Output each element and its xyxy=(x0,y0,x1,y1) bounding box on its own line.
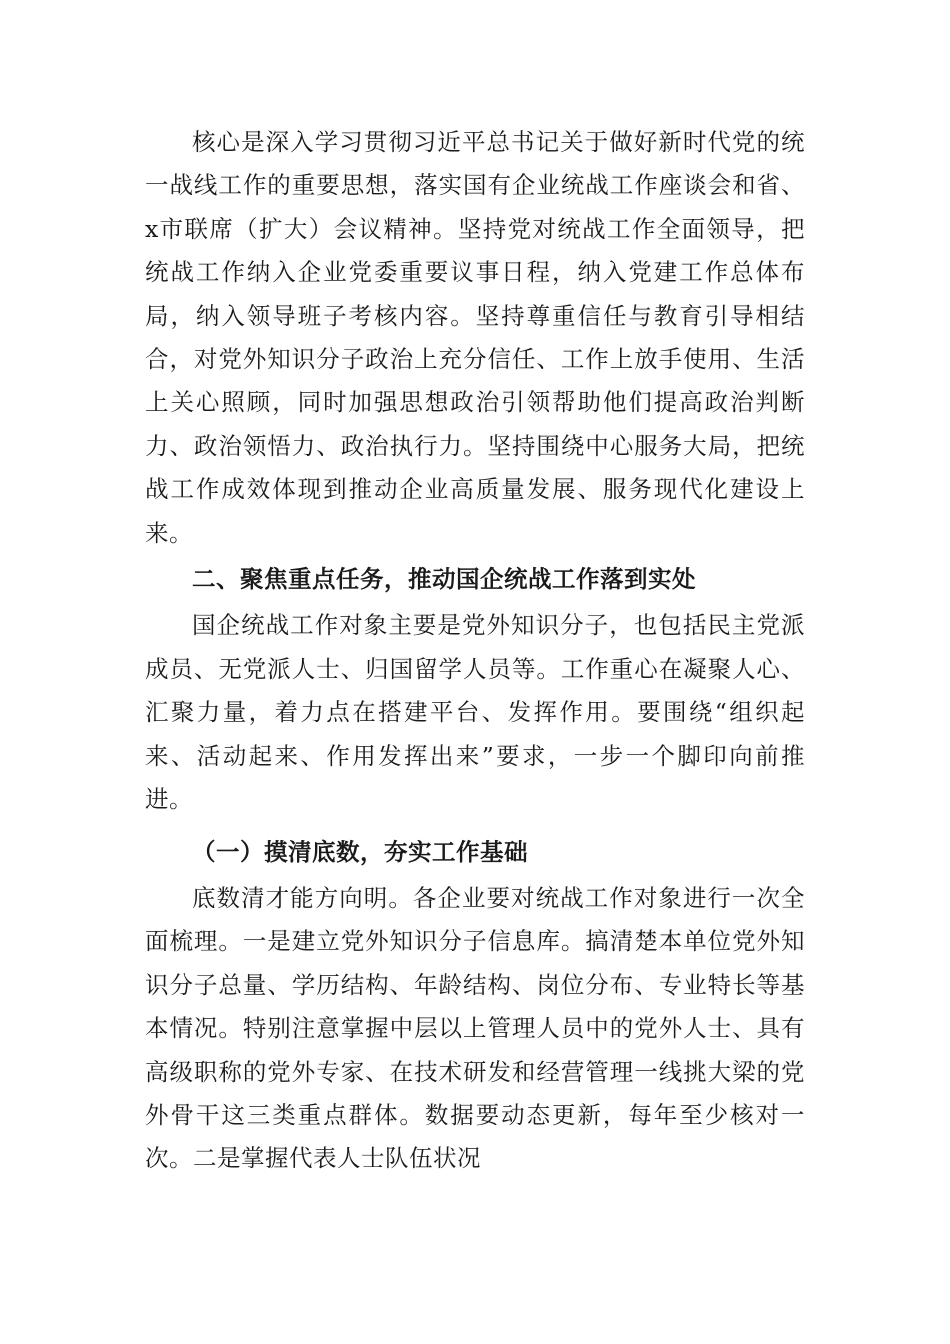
document-body xyxy=(145,121,805,1181)
subsection-heading-1: （一）摸清底数，夯实工作基础 xyxy=(192,837,528,866)
section-heading-2: 二、聚焦重点任务，推动国企统战工作落到实处 xyxy=(192,565,696,594)
body-paragraph-3: 底数清才能方向明。各企业要对统战工作对象进行一次全面梳理。一是建立党外知识分子信息库。搞清楚本单位党外知识分子总量、学历结构、年龄结构、岗位分布、专业特长等基本情况。特别注意掌握中层以上管理人员中的党外人士、具有高级职称的党外专家、在技术研发和经营管理一线挑大梁的党外骨干这三类重点群体。数据要动态更新，每年至少核对一次。二是掌握代表人士队伍状况 xyxy=(145,883,805,1173)
body-paragraph-2: 国企统战工作对象主要是党外知识分子，也包括民主党派成员、无党派人士、归国留学人员等。工作重心在凝聚人心、汇聚力量，着力点在搭建平台、发挥作用。要围绕“组织起来、活动起来、作用发挥出来”要求，一步一个脚印向前推进。 xyxy=(145,611,805,814)
body-paragraph-1: 核心是深入学习贯彻习近平总书记关于做好新时代党的统一战线工作的重要思想，落实国有企业统战工作座谈会和省、x市联席（扩大）会议精神。坚持党对统战工作全面领导，把统战工作纳入企业党委重要议事日程，纳入党建工作总体布局，纳入领导班子考核内容。坚持尊重信任与教育引导相结合，对党外知识分子政治上充分信任、工作上放手使用、生活上关心照顾，同时加强思想政治引领帮助他们提高政治判断力、政治领悟力、政治执行力。坚持围绕中心服务大局，把统战工作成效体现到推动企业高质量发展、服务现代化建设上来。 xyxy=(145,128,805,547)
